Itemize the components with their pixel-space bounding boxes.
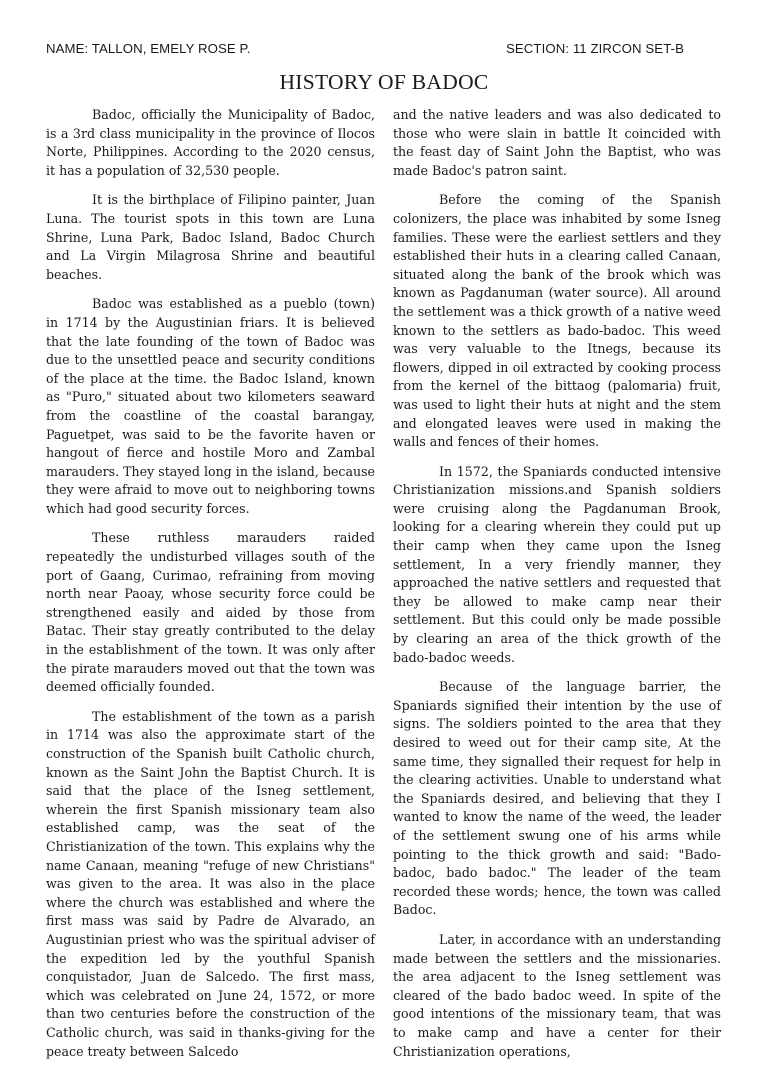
left-column (46, 106, 375, 1072)
paragraph: These ruthless marauders raided repeatedly the undisturbed villages south of the port of Gaang, Curimao, refraining from moving north near Paoay, whose security force could be strengthened easily and aided by those from Batac. Their stay greatly contributed to the delay in the establishment of the town. It was only after the pirate marauders moved out that the town was deemed officially founded. (46, 530, 375, 695)
paragraph: In 1572, the Spaniards conducted intensive Christianization missions.and Spanish soldiers were cruising along the Pagdanuman Brook, looking for a clearing wherein they could put up their camp when they came upon the Isneg settlement, In a very friendly manner, they approached the native settlers and requested that they be allowed to make camp near their settlement. But this could only be made possible by clearing an area of the thick growth of the bado-badoc weeds. (393, 463, 721, 665)
paragraph: The establishment of the town as a parish in 1714 was also the approximate start of the construction of the Spanish built Catholic church, known as the Saint John the Baptist Church. It is said that the place of the Isneg settlement, wherein the first Spanish missionary team also established camp, was the seat of the Christianization of the town. This explains why the name Canaan, meaning "refuge of new Christians" was given to the area. It was also in the place where the church was established and where the first mass was said by Padre de Alvarado, an Augustinian priest who was the spiritual adviser of the expedition led by the youthful Spanish conquistador, Juan de Salcedo. The first mass, which was celebrated on June 24, 1572, or more than two centuries before the construction of the Catholic church, was said in thanks-giving for the peace treaty between Salcedo (46, 708, 375, 1059)
paragraph-continued: and the native leaders and was also dedicated to those who were slain in battle It coincided with the feast day of Saint John the Baptist, who was made Badoc's patron saint. (393, 107, 721, 178)
paragraph: Later, in accordance with an understanding made between the settlers and the missionaries. the area adjacent to the Isneg settlement was cleared of the bado badoc weed. In spite of the good intentions of the missionary team, that was to make camp and have a center for their Christianization operations, (393, 931, 721, 1059)
paragraph: Badoc, officially the Municipality of Badoc, is a 3rd class municipality in the province of Ilocos Norte, Philippines. According to the 2020 census, it has a population of 32,530 people. (46, 107, 375, 178)
document-header (46, 41, 722, 61)
student-section: SECTION: 11 ZIRCON SET-B (506, 41, 685, 56)
paragraph: Because of the language barrier, the Spaniards signified their intention by the use of signs. The soldiers pointed to the area that they desired to weed out for their camp site, At the same time, they signalled their request for help in the clearing activities. Unable to understand what the Spaniards desired, and believing that they I wanted to know the name of the weed, the leader of the settlement swung one of his arms while pointing to the thick growth and said: "Bado-badoc, bado badoc." The leader of the team recorded these words; hence, the town was called Badoc. (393, 679, 721, 918)
paragraph: Before the coming of the Spanish colonizers, the place was inhabited by some Isneg families. These were the earliest settlers and they established their huts in a clearing called Canaan, situated along the bank of the brook which was known as Pagdanuman (water source). All around the settlement was a thick growth of a native weed known to the settlers as bado-badoc. This weed was very valuable to the Itnegs, because its flowers, dipped in oil extracted by cooking process from the kernel of the bittaog (palomaria) fruit, was used to light their huts at night and the stem and elongated leaves were used in making the walls and fences of their homes. (393, 192, 721, 450)
right-column (393, 106, 721, 1072)
paragraph: It is the birthplace of Filipino painter, Juan Luna. The tourist spots in this town are Luna Shrine, Luna Park, Badoc Island, Badoc Church and La Virgin Milagrosa Shrine and beautiful beaches. (46, 192, 375, 282)
paragraph: Badoc was established as a pueblo (town) in 1714 by the Augustinian friars. It is believed that the late founding of the town of Badoc was due to the unsettled peace and security conditions of the place at the time. the Badoc Island, known as "Puro," situated about two kilometers seaward from the coastline of the coastal barangay, Paguetpet, was said to be the favorite haven or hangout of fierce and hostile Moro and Zambal marauders. They stayed long in the island, because they were afraid to move out to neighboring towns which had good security forces. (46, 296, 375, 516)
document-title: HISTORY OF BADOC (279, 70, 489, 94)
student-name: NAME: TALLON, EMELY ROSE P. (46, 41, 251, 56)
